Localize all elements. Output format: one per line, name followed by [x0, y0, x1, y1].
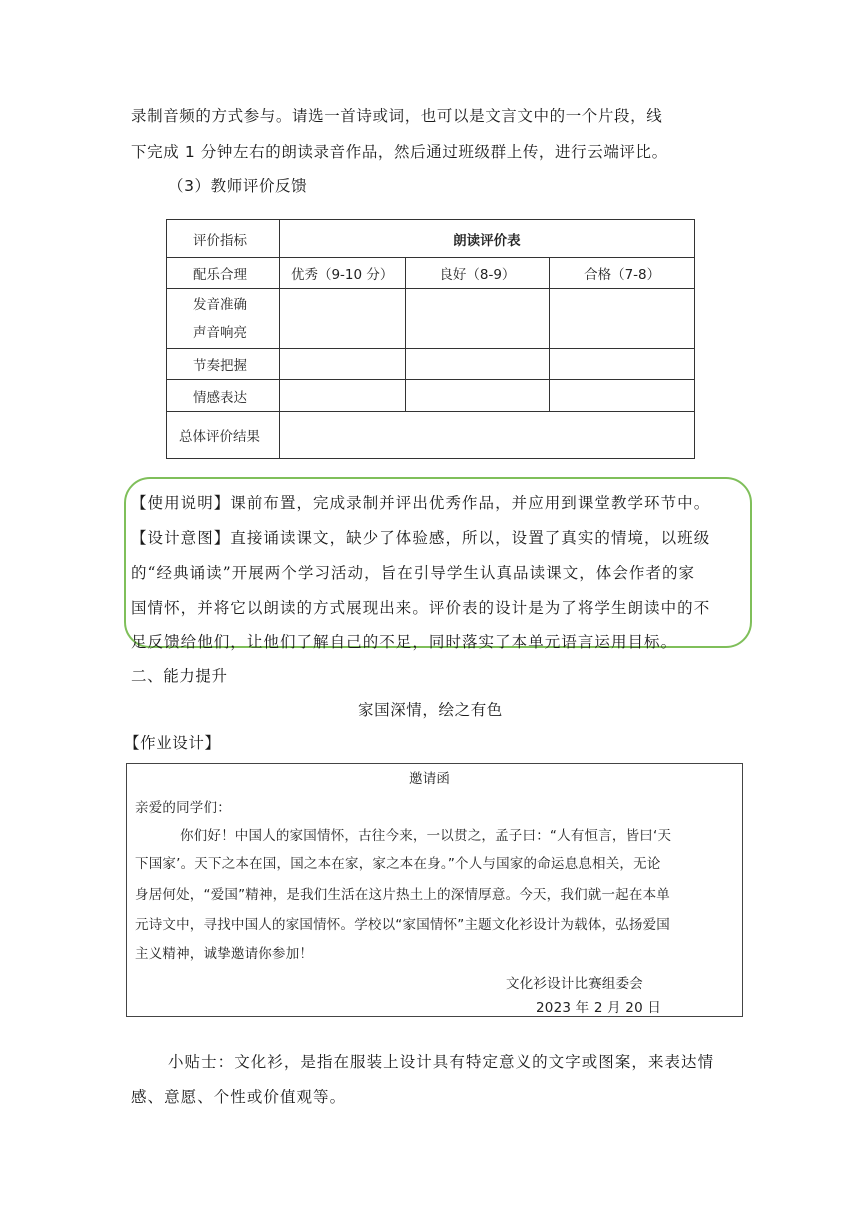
- reading-evaluation-table: [166, 219, 695, 459]
- table-cell: [279, 289, 405, 349]
- table-header-indicator: 评价指标: [167, 220, 280, 258]
- section-heading: 二、能力提升: [131, 667, 228, 685]
- table-title: 朗读评价表: [279, 220, 694, 258]
- table-cell: [550, 289, 695, 349]
- step3-heading: （3）教师评价反馈: [168, 177, 308, 195]
- usage-note-line-3: 的“经典诵读”开展两个学习活动，旨在引导学生认真品读课文，体会作者的家: [131, 564, 696, 582]
- tip-line-1: 小贴士：文化衫，是指在服装上设计具有特定意义的文字或图案，来表达情: [168, 1053, 715, 1071]
- grade-excellent: 优秀（9-10 分）: [279, 258, 405, 289]
- table-cell: [279, 349, 405, 380]
- table-cell: [550, 349, 695, 380]
- table-cell: [405, 289, 550, 349]
- intro-line-2: 下完成 1 分钟左右的朗读录音作品，然后通过班级群上传，进行云端评比。: [131, 143, 668, 161]
- invitation-body-line-1: 你们好！中国人的家国情怀，古往今来，一以贯之，孟子曰：“人有恒言，皆曰‘天: [180, 828, 672, 844]
- row-music: 配乐合理: [167, 258, 280, 289]
- voice-label: 声音响亮: [193, 324, 247, 341]
- grade-pass: 合格（7-8）: [550, 258, 695, 289]
- overall-result-cell: [279, 412, 694, 459]
- table-cell: [550, 380, 695, 412]
- usage-note-line-2: 【设计意图】直接诵读课文，缺少了体验感，所以，设置了真实的情境，以班级: [131, 529, 711, 547]
- invitation-signer: 文化衫设计比赛组委会: [506, 976, 643, 992]
- table-cell: [279, 380, 405, 412]
- invitation-date: 2023 年 2 月 20 日: [536, 1000, 662, 1016]
- invitation-body-line-5: 主义精神，诚挚邀请你参加！: [135, 946, 314, 962]
- invitation-body-line-3: 身居何处，“爱国”精神，是我们生活在这片热土上的深情厚意。今天，我们就一起在本单: [135, 887, 670, 903]
- table-cell: [405, 380, 550, 412]
- usage-note-line-5: 足反馈给他们，让他们了解自己的不足，同时落实了本单元语言运用目标。: [131, 633, 678, 651]
- table-cell: [405, 349, 550, 380]
- grade-good: 良好（8-9）: [405, 258, 550, 289]
- row-emotion: 情感表达: [167, 380, 280, 412]
- usage-note-line-1: 【使用说明】课前布置，完成录制并评出优秀作品，并应用到课堂教学环节中。: [131, 494, 711, 512]
- pronunciation-label: 发音准确: [193, 296, 247, 313]
- homework-label: 【作业设计】: [124, 734, 221, 752]
- usage-note-line-4: 国情怀，并将它以朗读的方式展现出来。评价表的设计是为了将学生朗读中的不: [131, 599, 711, 617]
- row-overall: 总体评价结果: [167, 412, 280, 459]
- tip-line-2: 感、意愿、个性或价值观等。: [131, 1088, 347, 1106]
- invitation-body-line-2: 下国家’。天下之本在国，国之本在家，家之本在身。”个人与国家的命运息息相关，无论: [135, 856, 661, 872]
- row-pronunciation-voice: [167, 289, 280, 349]
- invitation-title: 邀请函: [409, 771, 451, 787]
- section-subtitle: 家国深情，绘之有色: [358, 701, 503, 719]
- invitation-body-line-4: 元诗文中，寻找中国人的家国情怀。学校以“家国情怀”主题文化衫设计为载体，弘扬爱国: [135, 917, 670, 933]
- row-rhythm: 节奏把握: [167, 349, 280, 380]
- invitation-greeting: 亲爱的同学们：: [135, 800, 231, 816]
- intro-line-1: 录制音频的方式参与。请选一首诗或词，也可以是文言文中的一个片段，线: [131, 107, 663, 125]
